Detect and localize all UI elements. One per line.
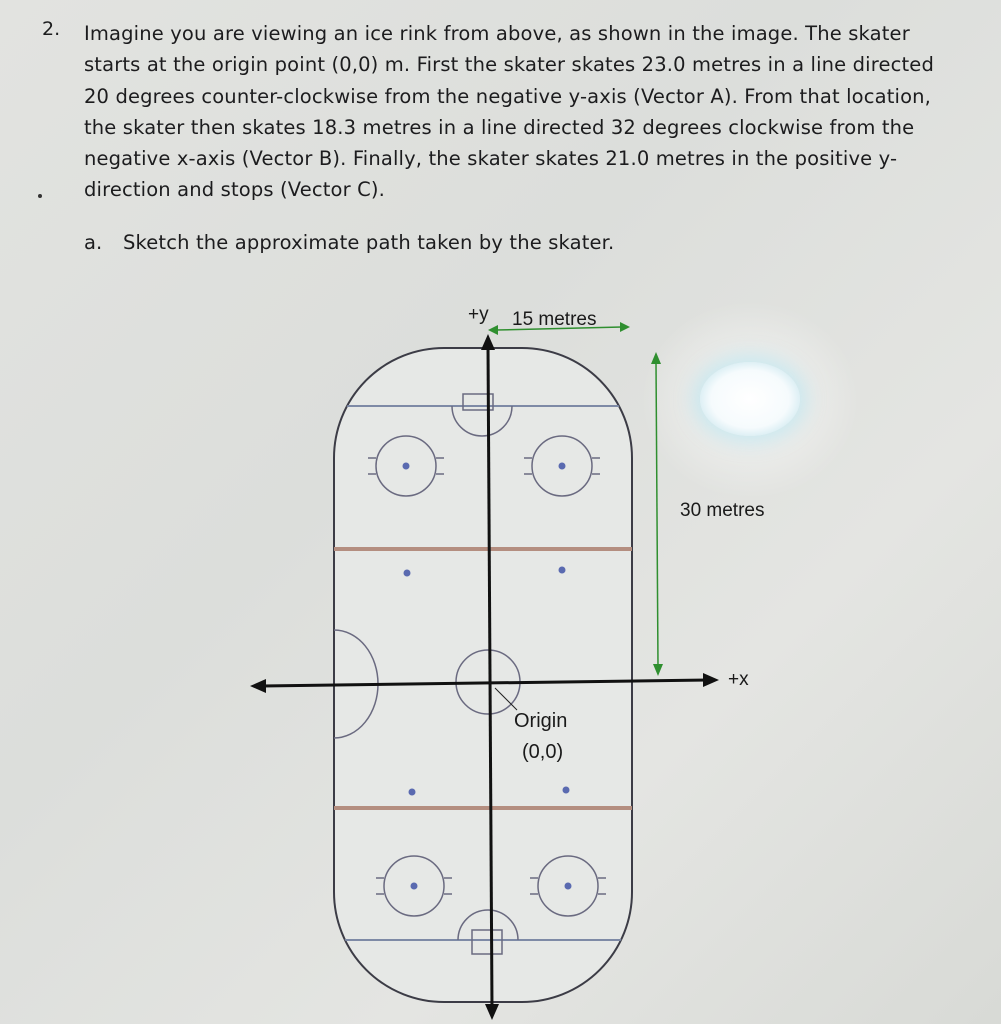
height-label: 30 metres	[680, 500, 765, 521]
faceoff-dot	[409, 789, 416, 796]
question-number: 2.	[42, 18, 61, 40]
question-line: starts at the origin point (0,0) m. First the skater skates 23.0 metres in a line directed	[84, 53, 934, 77]
faceoff-dot	[411, 883, 418, 890]
question-line: the skater then skates 18.3 metres in a line directed 32 degrees clockwise from the	[84, 115, 915, 139]
width-label: 15 metres	[512, 309, 597, 330]
faceoff-dot	[404, 570, 411, 577]
rink-outline	[334, 348, 632, 1002]
y-axis-label: +y	[468, 304, 489, 325]
question-line: direction and stops (Vector C).	[84, 178, 386, 202]
faceoff-dot	[403, 463, 410, 470]
question-line: 20 degrees counter-clockwise from the negative y-axis (Vector A). From that location,	[84, 84, 932, 108]
origin-coords: (0,0)	[522, 741, 564, 763]
question-line: Imagine you are viewing an ice rink from above, as shown in the image. The skater	[84, 22, 910, 45]
origin-label: Origin	[514, 710, 568, 732]
faceoff-dot	[559, 567, 566, 574]
part-a-label: a.	[84, 231, 103, 254]
part-a-text: Sketch the approximate path taken by the skater.	[123, 231, 615, 254]
faceoff-dot	[565, 883, 572, 890]
question-line: negative x-axis (Vector B). Finally, the skater skates 21.0 metres in the positive y-	[84, 147, 898, 171]
height-dimension-arrow	[651, 352, 663, 676]
faceoff-dot	[559, 463, 566, 470]
faceoff-dot	[563, 787, 570, 794]
x-axis-label: +x	[728, 669, 749, 690]
